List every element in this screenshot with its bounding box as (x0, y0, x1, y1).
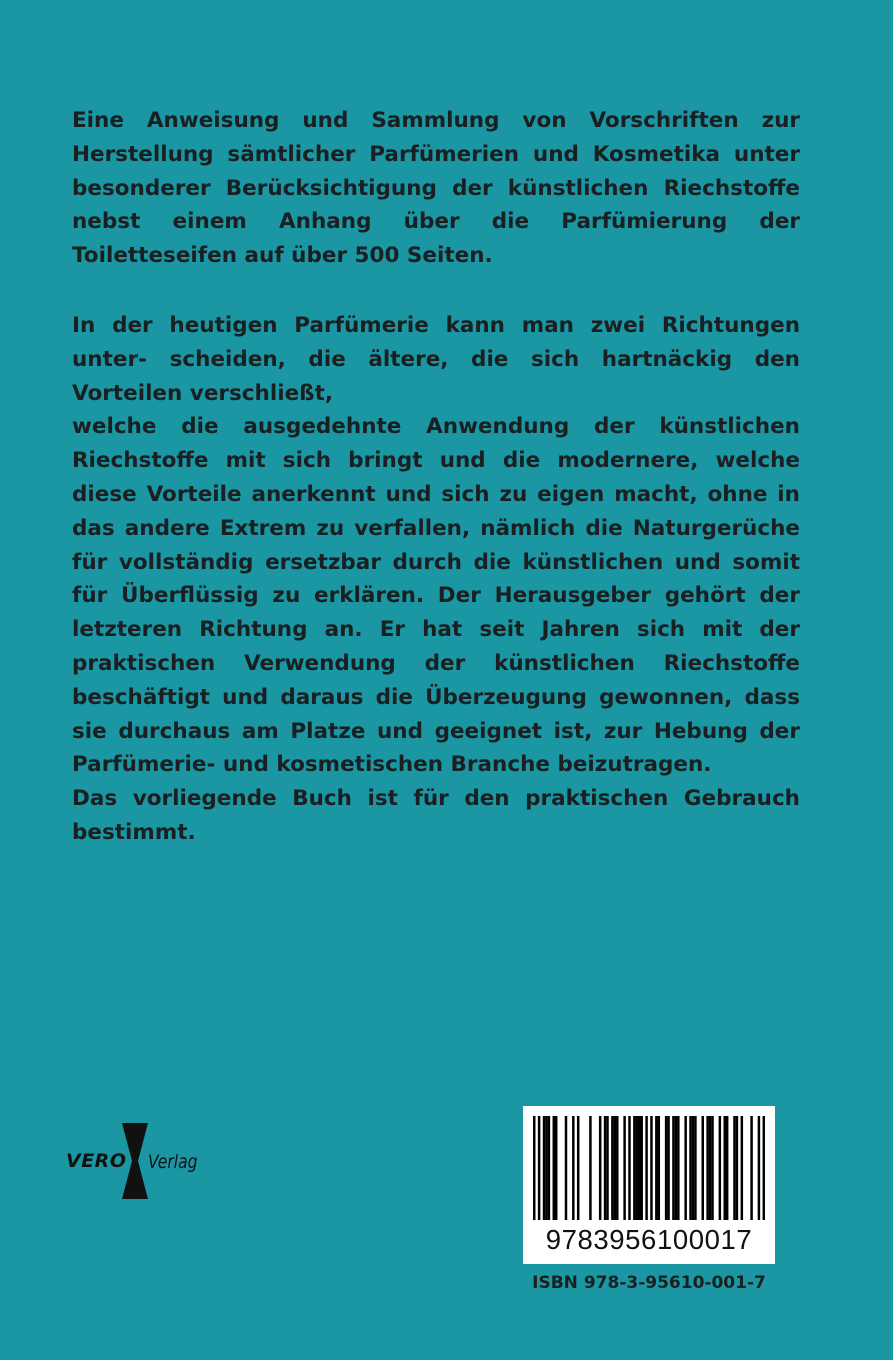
barcode-bar (658, 1116, 660, 1220)
barcode-bar (616, 1116, 618, 1220)
barcode-bar (702, 1116, 704, 1220)
barcode-bar (638, 1116, 640, 1220)
barcode-bar (538, 1116, 540, 1220)
text-line: Toiletteseifen auf über 500 Seiten. (72, 243, 493, 269)
text-line: beschäftigt und daraus die Überzeugung gewonnen, dass (72, 684, 800, 710)
hourglass-icon (120, 1123, 150, 1199)
barcode-bar (709, 1116, 711, 1220)
text-line: In der heutigen Parfümerie kann man zwei Richtungen (72, 313, 800, 338)
barcode-bar (623, 1116, 625, 1220)
text-line: letzteren Richtung an. Er hat seit Jahren sich mit der (72, 617, 800, 643)
barcode-bar (672, 1116, 674, 1220)
text-line: welche die ausgedehnte Anwendung der künstlichen (72, 414, 800, 440)
text-line: bestimmt. (72, 819, 196, 845)
barcode-bar (723, 1116, 725, 1220)
barcode-bar (706, 1116, 708, 1220)
barcode-bar (726, 1116, 728, 1220)
text-line: Parfümerie- und kosmetischen Branche beizutragen. (72, 752, 712, 778)
barcode-bar (589, 1116, 591, 1220)
logo-text-vero: VERO (66, 1150, 127, 1172)
barcode-bar (667, 1116, 669, 1220)
text-line: praktischen Verwendung der künstlichen Riechstoffe (72, 650, 800, 676)
barcode-bar (665, 1116, 667, 1220)
text-line: das andere Extrem zu verfallen, nämlich die Naturgerüche (72, 515, 800, 541)
text-line: für vollständig ersetzbar durch die künstlichen und somit (72, 549, 800, 575)
barcode-bar (719, 1116, 721, 1220)
barcode-bar (750, 1116, 752, 1220)
text-line: Riechstoffe mit sich bringt und die modernere, welche (72, 448, 800, 474)
text-line: für Überflüssig zu erklären. Der Herausgeber gehört der (72, 583, 800, 609)
barcode-bar (758, 1116, 760, 1220)
barcode-bar (628, 1116, 630, 1220)
barcode-bar (604, 1116, 606, 1220)
barcode-bar (633, 1116, 635, 1220)
barcode-bar (640, 1116, 642, 1220)
barcode-bar (689, 1116, 691, 1220)
text-line: besonderer Berücksichtigung der künstlichen Riechstoffe (72, 175, 800, 201)
barcode-bar (650, 1116, 652, 1220)
barcode-bar (636, 1116, 638, 1220)
barcode-bar (711, 1116, 713, 1220)
barcode-bar (614, 1116, 616, 1220)
barcode-bar (645, 1116, 647, 1220)
barcode-bar (543, 1116, 545, 1220)
barcode-bar (553, 1116, 555, 1220)
text-line: diese Vorteile anerkennt und sich zu eigen macht, ohne in (72, 481, 800, 507)
barcode-bar (741, 1116, 743, 1220)
text-line: Das vorliegende Buch ist für den praktischen Gebrauch (72, 786, 800, 812)
barcode-bar (577, 1116, 579, 1220)
barcode-bar (733, 1116, 735, 1220)
publisher-logo (66, 1123, 206, 1199)
barcode-bar (655, 1116, 657, 1220)
text-line: Herstellung sämtlicher Parfümerien und Kosmetika unter (72, 141, 800, 167)
barcode-bar (548, 1116, 550, 1220)
barcode-bar (545, 1116, 547, 1220)
barcode-bar (675, 1116, 677, 1220)
description-paragraph-1 (72, 104, 800, 273)
barcode-bar (677, 1116, 679, 1220)
barcode-bar (694, 1116, 696, 1220)
barcode (523, 1106, 775, 1264)
barcode-bar (555, 1116, 557, 1220)
text-line: nebst einem Anhang über die Parfümierung der (72, 209, 800, 235)
barcode-bar (684, 1116, 686, 1220)
text-line: Eine Anweisung und Sammlung von Vorschriften zur (72, 108, 800, 133)
text-line: sie durchaus am Platze und geeignet ist, zur Hebung der (72, 718, 800, 744)
barcode-bar (599, 1116, 601, 1220)
barcode-bar (736, 1116, 738, 1220)
barcode-bar (565, 1116, 567, 1220)
barcode-bar (606, 1116, 608, 1220)
barcode-bar (611, 1116, 613, 1220)
description-paragraph-2 (72, 309, 800, 850)
barcode-bar (763, 1116, 765, 1220)
barcode-digits: 9783956100017 (545, 1224, 753, 1255)
barcode-bar (692, 1116, 694, 1220)
logo-text-verlag: Verlag (148, 1151, 198, 1173)
barcode-bar (572, 1116, 574, 1220)
barcode-bar (533, 1116, 535, 1220)
text-line: unter- scheiden, die ältere, die sich hartnäckig den (72, 346, 800, 372)
barcode-bars (533, 1116, 765, 1220)
text-line: Vorteilen verschließt, (72, 380, 334, 406)
isbn-number: ISBN 978-3-95610-001-7 (532, 1273, 766, 1293)
